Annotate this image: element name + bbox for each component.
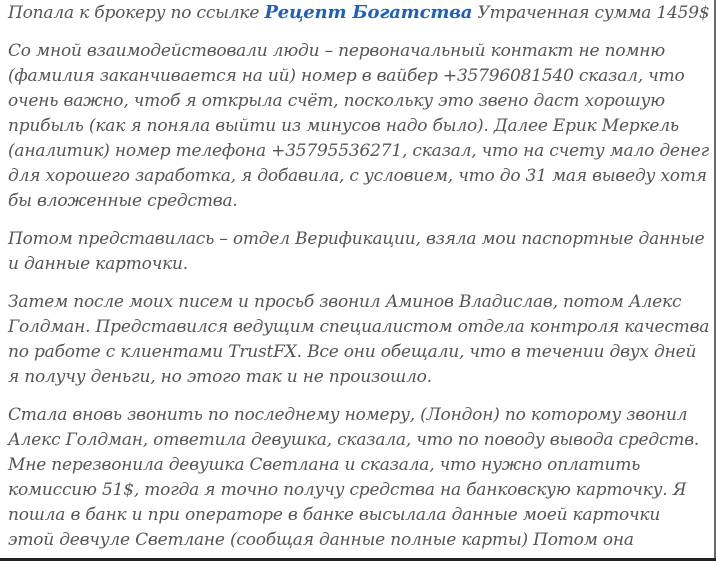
recipe-link[interactable]: Рецепт Богатства <box>264 2 473 23</box>
paragraph-commission: Стала вновь звонить по последнему номеру, (Лондон) по которому звонил Алекс Голдман, ответила девушка, сказала, что по поводу вывода средств. Мне перезвонила девушка Светлана и сказала, что нужно оплатить комиссию 51$, тогда я точно получу средства на банковскую карточку. Я пошла в банк и при операторе в банке высылала данные моей карточки этой девчуле Светлане (сообщая данные полные карты) Потом она <box>8 405 700 550</box>
article-body <box>8 0 710 561</box>
intro-prefix: Попала к брокеру по ссылке <box>8 3 260 23</box>
lost-amount: Утраченная сумма 1459$ <box>477 3 710 23</box>
paragraph-verification: Потом представилась – отдел Верификации, взяла мои паспортные данные и данные карточки. <box>8 229 705 274</box>
intro-line <box>8 0 710 26</box>
paragraph-calls: Затем после моих писем и просьб звонил Аминов Владислав, потом Алекс Голдман. Представился ведущим специалистом отдела контроля качества по работе с клиентами TrustFX. Все они обещали, что в течении двух дней я получу деньги, но этого так и не произошло. <box>8 292 710 387</box>
paragraph-contacts: Со мной взаимодействовали люди – первоначальный контакт не помню (фамилия заканчивается на ий) номер в вайбер +35796081540 сказал, что очень важно, чтоб я открыла счёт, поскольку это звено даст хорошую прибыль (как я поняла выйти из минусов надо было). Далее Ерик Меркель (аналитик) номер телефона +35795536271, сказал, что на счету мало денег для хорошего заработка, я добавила, с условием, что до 31 мая выведу хотя бы вложенные средства. <box>8 41 710 211</box>
